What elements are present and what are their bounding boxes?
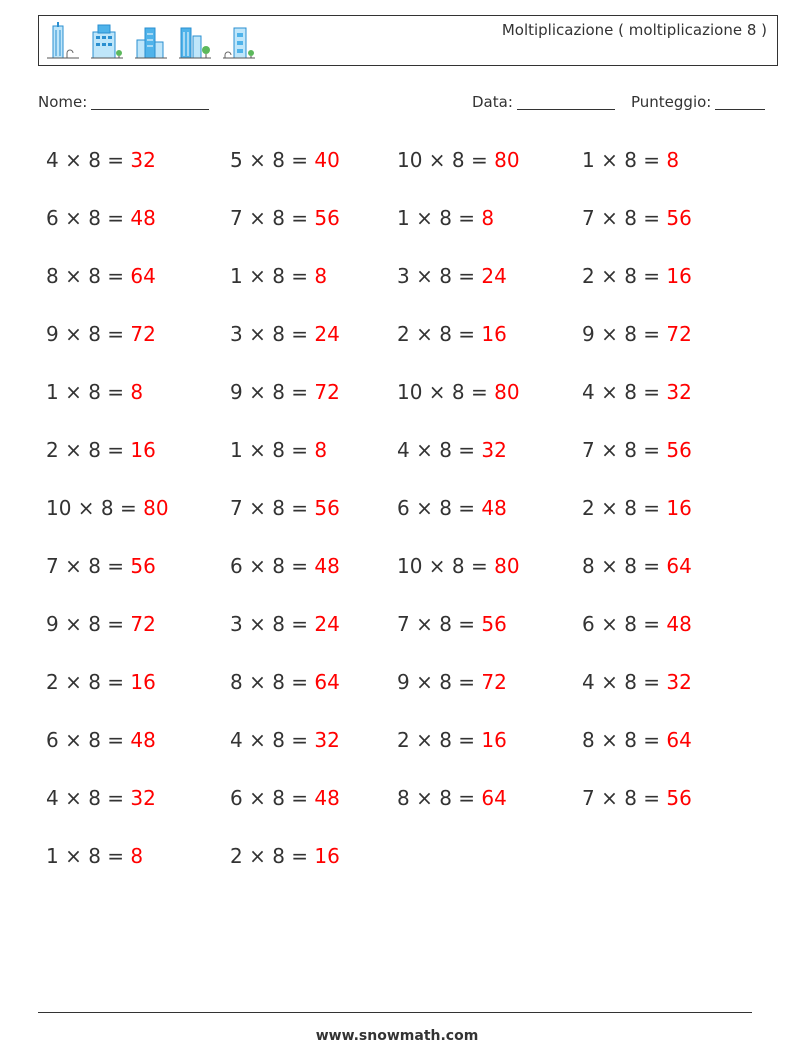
problem-answer: 56	[666, 206, 692, 230]
problem-expression: 7 × 8 =	[46, 554, 131, 578]
problem-expression: 8 × 8 =	[397, 786, 482, 810]
problem-answer: 80	[494, 554, 520, 578]
problem-answer: 24	[481, 264, 507, 288]
problem-answer: 56	[666, 438, 692, 462]
header-icons	[45, 20, 257, 62]
problem-expression: 2 × 8 =	[46, 438, 131, 462]
problem-expression: 2 × 8 =	[46, 670, 131, 694]
problem-item	[397, 438, 507, 462]
problem-item	[582, 670, 692, 694]
problem-answer: 64	[666, 554, 692, 578]
problem-item	[582, 554, 692, 578]
problem-expression: 4 × 8 =	[46, 148, 131, 172]
problem-item	[46, 612, 156, 636]
problem-answer: 32	[130, 148, 156, 172]
problem-expression: 3 × 8 =	[397, 264, 482, 288]
problem-answer: 24	[314, 322, 340, 346]
problem-item	[397, 148, 520, 172]
problem-expression: 7 × 8 =	[230, 206, 315, 230]
problem-item	[46, 206, 156, 230]
problem-answer: 40	[314, 148, 340, 172]
problem-item	[230, 438, 327, 462]
problem-expression: 6 × 8 =	[230, 554, 315, 578]
problem-expression: 4 × 8 =	[230, 728, 315, 752]
problem-expression: 6 × 8 =	[397, 496, 482, 520]
problem-item	[230, 728, 340, 752]
problem-expression: 7 × 8 =	[397, 612, 482, 636]
problem-expression: 3 × 8 =	[230, 322, 315, 346]
problem-answer: 16	[314, 844, 340, 868]
problem-answer: 48	[481, 496, 507, 520]
problem-answer: 16	[130, 670, 156, 694]
problem-item	[230, 670, 340, 694]
tower-buildings-icon	[177, 20, 213, 62]
problem-expression: 9 × 8 =	[582, 322, 667, 346]
problem-answer: 72	[481, 670, 507, 694]
problem-answer: 16	[481, 728, 507, 752]
footer-divider	[38, 1012, 752, 1013]
problem-answer: 64	[481, 786, 507, 810]
problem-answer: 48	[666, 612, 692, 636]
problem-answer: 56	[314, 496, 340, 520]
problem-item	[46, 380, 143, 404]
score-line	[715, 93, 765, 110]
problem-expression: 8 × 8 =	[46, 264, 131, 288]
date-line	[517, 93, 615, 110]
problem-answer: 24	[314, 612, 340, 636]
problem-answer: 16	[666, 496, 692, 520]
problem-item	[46, 496, 169, 520]
problem-expression: 8 × 8 =	[582, 728, 667, 752]
problem-item	[46, 844, 143, 868]
problem-item	[230, 206, 340, 230]
problem-item	[582, 728, 692, 752]
problem-item	[582, 264, 692, 288]
problem-item	[230, 844, 340, 868]
problem-expression: 7 × 8 =	[582, 786, 667, 810]
problem-answer: 48	[314, 786, 340, 810]
problem-item	[397, 322, 507, 346]
building-icon	[45, 20, 81, 62]
problem-answer: 32	[481, 438, 507, 462]
problem-answer: 8	[130, 844, 144, 868]
problem-item	[46, 264, 156, 288]
office-building-icon	[89, 20, 125, 62]
problem-answer: 64	[314, 670, 340, 694]
problem-expression: 7 × 8 =	[582, 206, 667, 230]
problem-answer: 56	[666, 786, 692, 810]
problem-expression: 2 × 8 =	[230, 844, 315, 868]
problem-item	[46, 438, 156, 462]
problem-expression: 7 × 8 =	[230, 496, 315, 520]
problem-expression: 6 × 8 =	[46, 728, 131, 752]
problem-expression: 1 × 8 =	[46, 844, 131, 868]
problem-answer: 16	[666, 264, 692, 288]
problem-answer: 72	[130, 612, 156, 636]
problem-item	[582, 206, 692, 230]
problem-item	[230, 264, 327, 288]
worksheet-title: Moltiplicazione ( moltiplicazione 8 )	[501, 21, 767, 39]
problem-item	[397, 264, 507, 288]
problem-answer: 8	[314, 264, 328, 288]
small-building-icon	[221, 20, 257, 62]
name-label: Nome:	[38, 93, 88, 111]
problem-answer: 72	[314, 380, 340, 404]
problem-item	[397, 786, 507, 810]
problem-expression: 8 × 8 =	[230, 670, 315, 694]
problem-expression: 1 × 8 =	[230, 264, 315, 288]
city-buildings-icon	[133, 20, 169, 62]
problem-item	[397, 206, 494, 230]
problem-answer: 32	[314, 728, 340, 752]
problem-answer: 48	[314, 554, 340, 578]
problem-expression: 2 × 8 =	[582, 496, 667, 520]
problem-expression: 9 × 8 =	[230, 380, 315, 404]
problem-expression: 6 × 8 =	[46, 206, 131, 230]
problem-item	[230, 612, 340, 636]
problem-answer: 64	[130, 264, 156, 288]
problem-expression: 10 × 8 =	[46, 496, 144, 520]
problem-expression: 10 × 8 =	[397, 380, 495, 404]
problem-answer: 72	[666, 322, 692, 346]
problem-answer: 32	[666, 380, 692, 404]
problem-answer: 56	[481, 612, 507, 636]
score-field	[631, 93, 765, 111]
problem-expression: 8 × 8 =	[582, 554, 667, 578]
problem-item	[230, 148, 340, 172]
problem-expression: 6 × 8 =	[230, 786, 315, 810]
problem-item	[230, 496, 340, 520]
problem-expression: 5 × 8 =	[230, 148, 315, 172]
problem-item	[582, 438, 692, 462]
problem-item	[230, 322, 340, 346]
problem-expression: 2 × 8 =	[397, 728, 482, 752]
name-line	[91, 93, 209, 110]
problem-expression: 10 × 8 =	[397, 148, 495, 172]
worksheet-header	[38, 15, 778, 66]
problem-expression: 4 × 8 =	[582, 670, 667, 694]
problem-expression: 2 × 8 =	[397, 322, 482, 346]
problem-expression: 1 × 8 =	[46, 380, 131, 404]
score-label: Punteggio:	[631, 93, 712, 111]
problem-expression: 1 × 8 =	[582, 148, 667, 172]
problem-answer: 16	[130, 438, 156, 462]
problem-item	[582, 786, 692, 810]
problem-expression: 3 × 8 =	[230, 612, 315, 636]
problem-item	[46, 670, 156, 694]
problem-item	[46, 322, 156, 346]
problem-expression: 9 × 8 =	[46, 322, 131, 346]
problem-item	[397, 612, 507, 636]
problem-expression: 9 × 8 =	[46, 612, 131, 636]
problem-answer: 56	[314, 206, 340, 230]
problem-answer: 56	[130, 554, 156, 578]
problem-expression: 4 × 8 =	[46, 786, 131, 810]
problem-item	[230, 786, 340, 810]
problem-answer: 48	[130, 728, 156, 752]
problem-item	[46, 786, 156, 810]
problem-item	[230, 380, 340, 404]
problem-answer: 32	[130, 786, 156, 810]
problem-answer: 32	[666, 670, 692, 694]
date-field	[472, 93, 615, 111]
problem-item	[397, 496, 507, 520]
problem-expression: 4 × 8 =	[397, 438, 482, 462]
problem-expression: 6 × 8 =	[582, 612, 667, 636]
problem-answer: 80	[494, 380, 520, 404]
problem-item	[582, 322, 692, 346]
problem-answer: 80	[494, 148, 520, 172]
problem-answer: 8	[130, 380, 144, 404]
problem-answer: 72	[130, 322, 156, 346]
problem-expression: 4 × 8 =	[582, 380, 667, 404]
problem-expression: 10 × 8 =	[397, 554, 495, 578]
problem-item	[46, 554, 156, 578]
problem-item	[582, 380, 692, 404]
problem-item	[397, 728, 507, 752]
problem-answer: 8	[481, 206, 495, 230]
problem-expression: 1 × 8 =	[397, 206, 482, 230]
problem-answer: 8	[314, 438, 328, 462]
problem-item	[230, 554, 340, 578]
problem-answer: 64	[666, 728, 692, 752]
name-field	[38, 93, 209, 111]
problem-item	[582, 496, 692, 520]
problem-answer: 48	[130, 206, 156, 230]
date-label: Data:	[472, 93, 513, 111]
problem-expression: 7 × 8 =	[582, 438, 667, 462]
problem-expression: 9 × 8 =	[397, 670, 482, 694]
problem-item	[397, 670, 507, 694]
problem-answer: 16	[481, 322, 507, 346]
problem-item	[46, 148, 156, 172]
problem-expression: 1 × 8 =	[230, 438, 315, 462]
problem-expression: 2 × 8 =	[582, 264, 667, 288]
problem-item	[582, 612, 692, 636]
problem-answer: 8	[666, 148, 680, 172]
problem-item	[397, 380, 520, 404]
problem-item	[46, 728, 156, 752]
problem-item	[397, 554, 520, 578]
problem-answer: 80	[143, 496, 169, 520]
footer-site: www.snowmath.com	[315, 1028, 479, 1044]
problem-item	[582, 148, 679, 172]
